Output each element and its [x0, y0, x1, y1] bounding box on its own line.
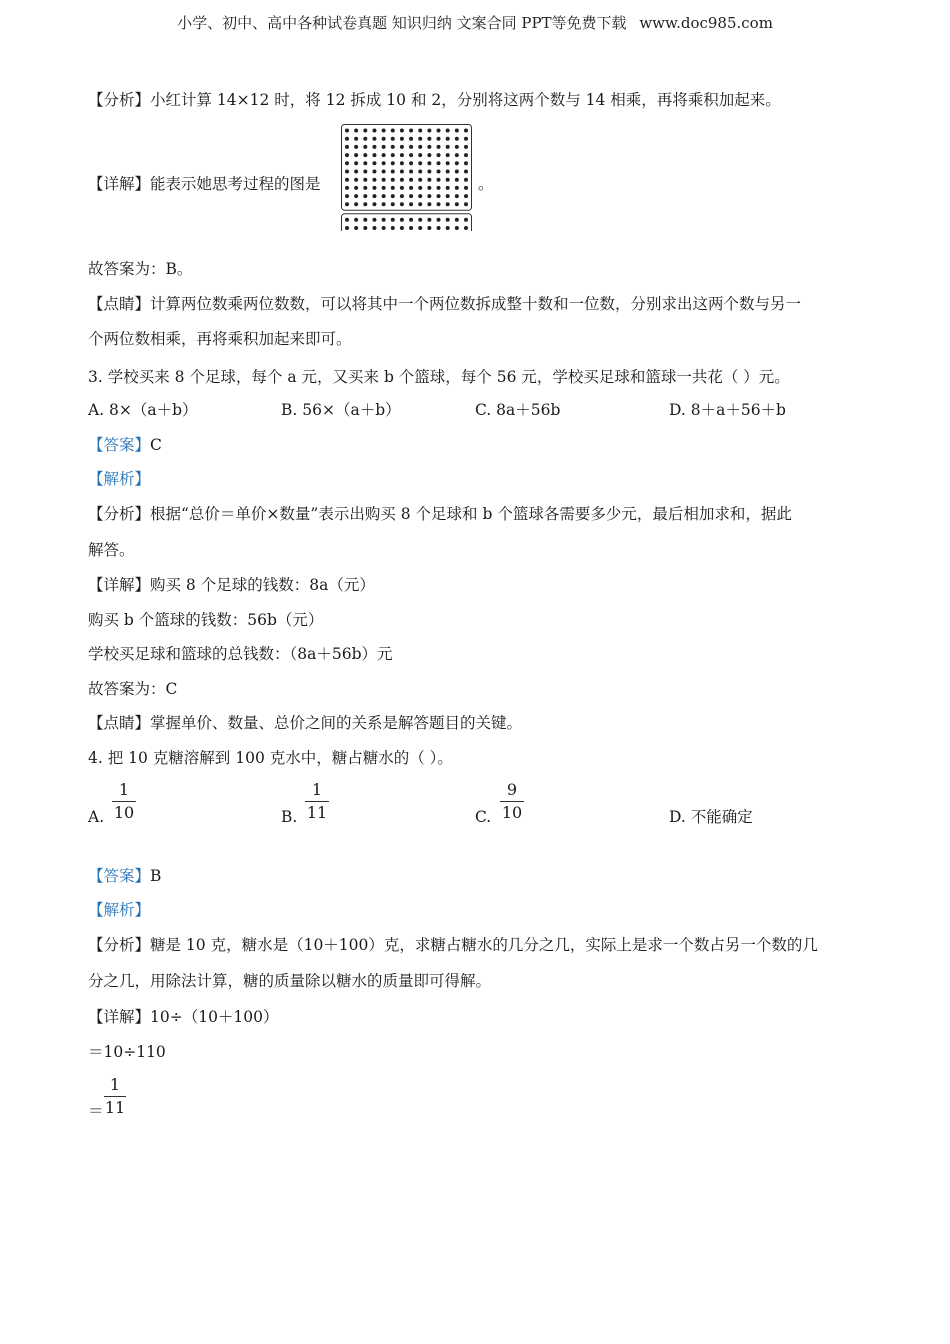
dot: [437, 186, 441, 190]
dot: [372, 145, 376, 149]
dot: [409, 202, 413, 206]
dot: [363, 226, 367, 230]
dot: [464, 170, 468, 174]
dot: [354, 186, 358, 190]
dot: [427, 186, 431, 190]
dot: [363, 153, 367, 157]
dot: [382, 170, 386, 174]
dot: [400, 129, 404, 133]
dot: [400, 218, 404, 222]
dot: [363, 129, 367, 133]
fraction-numerator: 1: [311, 780, 323, 799]
dot: [391, 226, 395, 230]
dot: [427, 202, 431, 206]
dot: [418, 202, 422, 206]
q2-detail-end: 。: [478, 175, 494, 193]
dot: [437, 145, 441, 149]
dot-array-figure: [341, 124, 472, 231]
q2-detail: [88, 173, 321, 195]
dot: [464, 129, 468, 133]
q3-analysis-line1: 【分析】根据“总价＝单价×数量”表示出购买 8 个足球和 b 个篮球各需要多少元，最后相加求和，据此: [88, 505, 792, 523]
dot: [409, 194, 413, 198]
dot: [354, 153, 358, 157]
q4-result-eq: ＝: [88, 1102, 104, 1120]
q2-detail-text: 【详解】能表示她思考过程的图是: [88, 175, 321, 193]
q3-answer-label: 【答案】: [88, 436, 151, 454]
q3-tip: 【点睛】掌握单价、数量、总价之间的关系是解答题目的关键。: [88, 714, 523, 732]
q4-option-a-fraction: [112, 780, 136, 823]
dot: [354, 226, 358, 230]
q3-option-d: D. 8＋a＋56＋b: [669, 401, 786, 419]
dot: [372, 161, 376, 165]
dot: [400, 153, 404, 157]
dot: [418, 186, 422, 190]
dot: [354, 202, 358, 206]
dot: [391, 161, 395, 165]
dot: [345, 194, 349, 198]
dot: [437, 137, 441, 141]
dot: [464, 178, 468, 182]
dot: [464, 153, 468, 157]
dot: [455, 153, 459, 157]
dot: [409, 178, 413, 182]
dot: [354, 170, 358, 174]
q4-option-c-fraction: [500, 780, 524, 823]
dot: [400, 137, 404, 141]
dot: [372, 178, 376, 182]
fraction-numerator: 1: [118, 780, 130, 799]
dot: [382, 178, 386, 182]
header-text: 小学、初中、高中各种试卷真题 知识归纳 文案合同 PPT等免费下载: [177, 14, 627, 32]
q3-conclusion: 故答案为：C: [88, 680, 178, 698]
dot: [446, 161, 450, 165]
dot: [437, 202, 441, 206]
dot: [427, 194, 431, 198]
page-header: [0, 12, 950, 33]
dot: [363, 170, 367, 174]
dot: [455, 202, 459, 206]
dot: [437, 218, 441, 222]
q4-option-a-label: A.: [88, 808, 105, 826]
dot: [382, 145, 386, 149]
dot: [372, 129, 376, 133]
dot: [427, 153, 431, 157]
dot: [345, 170, 349, 174]
dot: [363, 202, 367, 206]
dot: [363, 194, 367, 198]
dot: [418, 226, 422, 230]
dot: [437, 226, 441, 230]
dot: [446, 202, 450, 206]
dot: [464, 145, 468, 149]
dot: [382, 161, 386, 165]
dot: [409, 129, 413, 133]
dot: [391, 186, 395, 190]
dot: [446, 145, 450, 149]
dot: [427, 178, 431, 182]
q3-answer-value: C: [150, 436, 162, 454]
dot: [464, 161, 468, 165]
dot: [345, 202, 349, 206]
dot: [427, 218, 431, 222]
q4-option-c-label: C.: [475, 808, 492, 826]
dot: [418, 218, 422, 222]
dot: [372, 226, 376, 230]
q4-stem: 4. 把 10 克糖溶解到 100 克水中，糖占糖水的（ ）。: [88, 749, 453, 767]
dot: [418, 170, 422, 174]
dot: [437, 178, 441, 182]
dot: [382, 218, 386, 222]
dot: [437, 129, 441, 133]
dot: [464, 194, 468, 198]
dot: [400, 178, 404, 182]
q3-analysis-line2: 解答。: [88, 541, 135, 559]
q2-conclusion: 故答案为：B。: [88, 260, 193, 278]
dot: [345, 137, 349, 141]
fraction-numerator: 9: [506, 780, 518, 799]
dot: [455, 170, 459, 174]
dot: [464, 218, 468, 222]
dot: [354, 129, 358, 133]
dot: [354, 218, 358, 222]
q4-detail-line1: 【详解】10÷（10＋100）: [88, 1008, 279, 1026]
dot: [400, 194, 404, 198]
q3-option-c: C. 8a＋56b: [475, 401, 561, 419]
dot: [437, 170, 441, 174]
dot: [354, 194, 358, 198]
dot: [455, 194, 459, 198]
dot: [418, 194, 422, 198]
q4-result-fraction: [104, 1075, 126, 1118]
dot: [455, 129, 459, 133]
dot: [400, 226, 404, 230]
dot: [400, 186, 404, 190]
dot: [345, 129, 349, 133]
q3-detail-line1: 【详解】购买 8 个足球的钱数：8a（元）: [88, 576, 375, 594]
dot: [437, 161, 441, 165]
q3-option-b: B. 56×（a＋b）: [281, 401, 401, 419]
dot: [464, 137, 468, 141]
dot: [427, 145, 431, 149]
dot: [446, 218, 450, 222]
dot: [372, 170, 376, 174]
dot: [418, 137, 422, 141]
dot: [427, 226, 431, 230]
q2-analysis: 【分析】小红计算 14×12 时，将 12 拆成 10 和 2，分别将这两个数与 14 相乘，再将乘积加起来。: [88, 91, 781, 109]
dot: [372, 186, 376, 190]
dot: [400, 161, 404, 165]
dot: [372, 194, 376, 198]
dot: [455, 137, 459, 141]
fraction-denominator: 10: [501, 803, 523, 822]
dot: [382, 226, 386, 230]
dot: [418, 129, 422, 133]
q4-answer-value: B: [150, 867, 162, 885]
dot: [372, 202, 376, 206]
q3-detail-line3: 学校买足球和篮球的总钱数：（8a＋56b）元: [88, 645, 393, 663]
dot: [382, 202, 386, 206]
dot: [446, 129, 450, 133]
q4-option-b-label: B.: [281, 808, 298, 826]
q4-option-b-fraction: [305, 780, 329, 823]
fraction-denominator: 11: [104, 1098, 126, 1117]
dot: [345, 153, 349, 157]
dot: [446, 194, 450, 198]
dot: [391, 218, 395, 222]
dot: [409, 153, 413, 157]
dot: [345, 145, 349, 149]
dot: [464, 186, 468, 190]
dot: [391, 170, 395, 174]
dot: [363, 161, 367, 165]
dot: [418, 161, 422, 165]
dot: [418, 153, 422, 157]
dot: [354, 145, 358, 149]
dot: [464, 226, 468, 230]
dot: [345, 161, 349, 165]
dot: [391, 137, 395, 141]
dot: [391, 129, 395, 133]
dot: [455, 218, 459, 222]
q4-option-d: D. 不能确定: [669, 808, 753, 826]
dot: [409, 137, 413, 141]
dot: [391, 194, 395, 198]
q3-explain-label: 【解析】: [88, 470, 151, 488]
q2-tip-line1: 【点睛】计算两位数乘两位数数，可以将其中一个两位数拆成整十数和一位数，分别求出这两个数与另一: [88, 295, 802, 313]
q3-detail-line2: 购买 b 个篮球的钱数：56b（元）: [88, 611, 324, 629]
dot: [437, 153, 441, 157]
dot: [382, 153, 386, 157]
dot: [363, 145, 367, 149]
dot: [455, 178, 459, 182]
dot: [427, 129, 431, 133]
dot: [382, 137, 386, 141]
fraction-denominator: 11: [306, 803, 328, 822]
dot: [400, 202, 404, 206]
dot: [382, 194, 386, 198]
dot: [455, 161, 459, 165]
dot: [363, 178, 367, 182]
dot: [400, 145, 404, 149]
dot: [400, 170, 404, 174]
dot: [437, 194, 441, 198]
dot: [345, 226, 349, 230]
dot: [391, 145, 395, 149]
dot: [446, 153, 450, 157]
dot: [427, 161, 431, 165]
fraction-bar: [112, 801, 136, 802]
dot: [427, 170, 431, 174]
dot: [345, 186, 349, 190]
q4-answer-label: 【答案】: [88, 867, 151, 885]
fraction-bar: [305, 801, 329, 802]
dot: [391, 202, 395, 206]
fraction-bar: [104, 1096, 126, 1097]
dot: [446, 137, 450, 141]
dot: [354, 178, 358, 182]
dot: [345, 218, 349, 222]
dot: [409, 170, 413, 174]
q3-stem: 3. 学校买来 8 个足球，每个 a 元，又买来 b 个篮球，每个 56 元，学校买足球和篮球一共花（ ）元。: [88, 368, 790, 386]
dot: [418, 145, 422, 149]
dot: [427, 137, 431, 141]
dot: [446, 170, 450, 174]
q4-detail-line2: ＝10÷110: [88, 1043, 166, 1061]
dot: [446, 186, 450, 190]
fraction-bar: [500, 801, 524, 802]
q3-answer: [88, 434, 162, 456]
dot: [354, 161, 358, 165]
dot: [372, 137, 376, 141]
dot: [382, 129, 386, 133]
dot: [409, 226, 413, 230]
dot: [382, 186, 386, 190]
q3-option-a: A. 8×（a＋b）: [88, 401, 198, 419]
dot: [363, 186, 367, 190]
q4-analysis-line1: 【分析】糖是 10 克，糖水是（10＋100）克，求糖占糖水的几分之几，实际上是求一个数占另一个数的几: [88, 936, 818, 954]
dot: [391, 178, 395, 182]
dot: [446, 178, 450, 182]
header-site-link[interactable]: www.doc985.com: [639, 14, 773, 32]
fraction-numerator: 1: [109, 1075, 121, 1094]
dot: [418, 178, 422, 182]
dot: [372, 218, 376, 222]
dot: [363, 218, 367, 222]
dot: [409, 186, 413, 190]
dot: [455, 145, 459, 149]
dot: [464, 202, 468, 206]
dot: [372, 153, 376, 157]
dot-block-top: [342, 125, 472, 211]
dot: [354, 137, 358, 141]
q2-tip-line2: 个两位数相乘，再将乘积加起来即可。: [88, 330, 352, 348]
dot: [391, 153, 395, 157]
dot: [409, 145, 413, 149]
fraction-denominator: 10: [113, 803, 135, 822]
dot: [363, 137, 367, 141]
dot: [409, 161, 413, 165]
dot: [409, 218, 413, 222]
q4-answer: [88, 865, 161, 887]
dot: [455, 226, 459, 230]
q4-analysis-line2: 分之几，用除法计算，糖的质量除以糖水的质量即可得解。: [88, 972, 492, 990]
dot: [446, 226, 450, 230]
q4-explain-label: 【解析】: [88, 901, 151, 919]
dot-block-bottom: [342, 214, 472, 231]
dot: [345, 178, 349, 182]
dot: [455, 186, 459, 190]
